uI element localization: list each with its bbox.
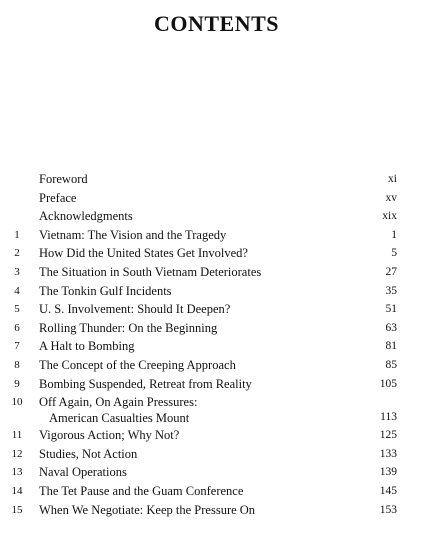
chapter-title: Vietnam: The Vision and the Tragedy — [39, 227, 227, 242]
chapter-number: 14 — [11, 484, 23, 497]
page-number: xix — [382, 210, 397, 223]
toc-entry — [0, 482, 433, 501]
chapter-number: 2 — [14, 247, 20, 260]
page-number: 5 — [391, 247, 397, 260]
chapter-number: 1 — [14, 228, 20, 241]
chapter-title: Bombing Suspended, Retreat from Reality — [39, 376, 252, 391]
toc-entry — [0, 263, 433, 282]
chapter-number: 10 — [11, 396, 23, 409]
page-number: 85 — [385, 358, 397, 371]
toc-entry — [0, 226, 433, 245]
chapter-number: 8 — [14, 358, 20, 371]
chapter-title: The Situation in South Vietnam Deteriorates — [39, 264, 262, 279]
chapter-number: 3 — [14, 265, 20, 278]
page-number: xv — [385, 191, 397, 204]
chapter-title: The Concept of the Creeping Approach — [39, 357, 236, 372]
chapter-title-continuation: American Casualties Mount — [49, 411, 190, 426]
chapter-number: 15 — [11, 503, 23, 516]
chapter-title: The Tet Pause and the Guam Conference — [39, 483, 244, 498]
page-title: CONTENTS — [153, 11, 280, 36]
page-number: xi — [388, 173, 397, 185]
page-number: 133 — [379, 447, 397, 460]
chapter-number: 7 — [14, 340, 20, 353]
chapter-title: Naval Operations — [39, 465, 127, 480]
toc-entry — [0, 426, 433, 445]
toc-entry — [0, 393, 433, 426]
chapter-number: 13 — [11, 466, 23, 479]
toc-entry — [0, 445, 433, 464]
toc-entry — [0, 244, 433, 263]
page-number: 63 — [385, 321, 397, 334]
chapter-title: Foreword — [39, 172, 88, 186]
chapter-number: 6 — [14, 321, 20, 334]
chapter-title-block — [39, 393, 359, 425]
table-of-contents — [0, 170, 433, 519]
chapter-title: Preface — [39, 190, 77, 205]
chapter-title: The Tonkin Gulf Incidents — [39, 283, 172, 298]
toc-entry — [0, 337, 433, 356]
toc-entry — [0, 207, 433, 226]
page-number: 145 — [379, 484, 397, 497]
page-number: 125 — [379, 429, 397, 442]
chapter-title: When We Negotiate: Keep the Pressure On — [39, 502, 256, 517]
page-number: 1 — [391, 228, 397, 241]
toc-entry — [0, 282, 433, 301]
chapter-title: U. S. Involvement: Should It Deepen? — [39, 302, 231, 317]
toc-entry — [0, 189, 433, 208]
page-number: 27 — [385, 265, 397, 278]
chapter-number: 12 — [11, 447, 23, 460]
toc-entry — [0, 356, 433, 375]
toc-entry — [0, 501, 433, 520]
chapter-title: Acknowledgments — [39, 209, 133, 224]
chapter-title: Studies, Not Action — [39, 446, 138, 461]
toc-entry — [0, 300, 433, 319]
page-number: 35 — [385, 284, 397, 297]
page-number: 113 — [380, 411, 397, 424]
toc-entry — [0, 375, 433, 394]
chapter-title: Off Again, On Again Pressures: — [39, 395, 198, 410]
page-number: 139 — [379, 466, 397, 479]
chapter-title: Vigorous Action; Why Not? — [39, 428, 180, 443]
page-number: 153 — [379, 503, 397, 516]
chapter-number: 9 — [14, 377, 20, 390]
toc-entry — [0, 463, 433, 482]
chapter-title: A Halt to Bombing — [39, 339, 135, 354]
toc-entry — [0, 319, 433, 338]
chapter-title: How Did the United States Get Involved? — [39, 246, 248, 261]
chapter-title: Rolling Thunder: On the Beginning — [39, 320, 218, 335]
page-number: 51 — [385, 303, 397, 316]
page-number: 105 — [379, 377, 397, 390]
chapter-number: 11 — [11, 429, 23, 442]
chapter-number: 4 — [14, 284, 20, 297]
toc-entry — [0, 170, 433, 189]
page-number: 81 — [385, 340, 397, 353]
chapter-number: 5 — [14, 303, 20, 316]
